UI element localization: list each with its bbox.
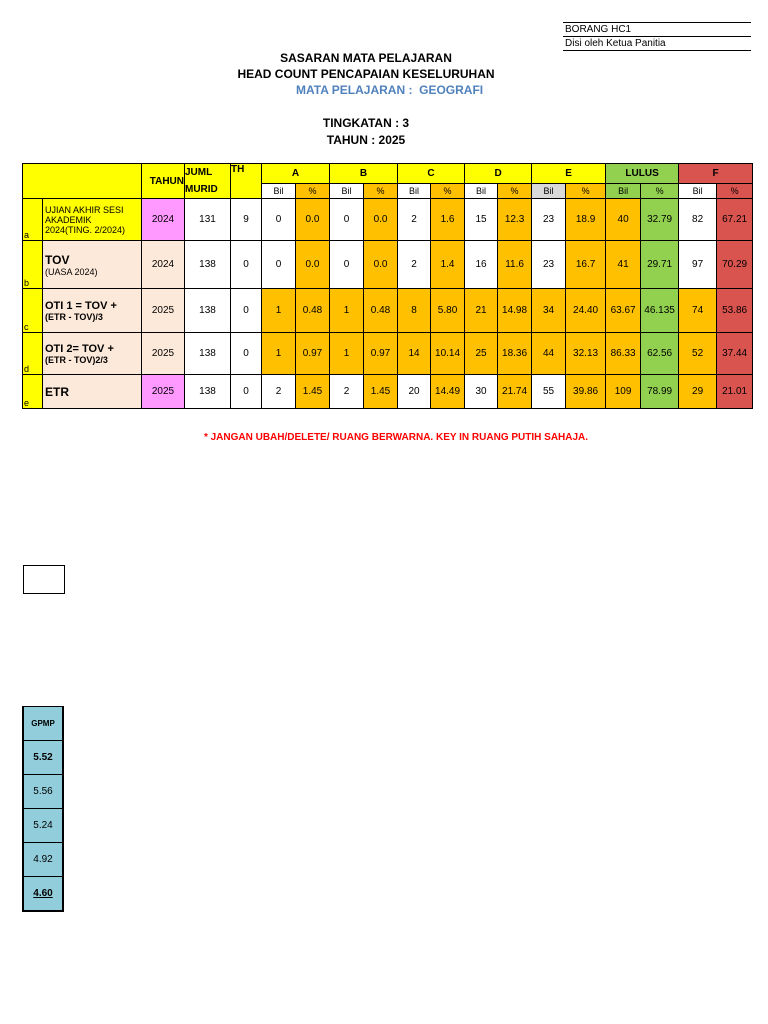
row-tahun: 2024 — [142, 199, 185, 241]
f-pct: 70.29 — [717, 241, 753, 289]
d-pct: 11.6 — [498, 241, 532, 289]
sub-pct: % — [641, 183, 679, 198]
e-pct: 39.86 — [566, 375, 606, 409]
e-bil[interactable]: 23 — [532, 199, 566, 241]
b-bil[interactable]: 0 — [330, 241, 364, 289]
gpmp-value: 4.92 — [23, 843, 63, 877]
a-pct: 0.0 — [296, 199, 330, 241]
table-row — [23, 199, 753, 241]
f-bil: 82 — [679, 199, 717, 241]
col-grade-a: A — [262, 164, 330, 184]
f-bil: 29 — [679, 375, 717, 409]
sub-bil: Bil — [398, 183, 431, 198]
c-bil: 14 — [398, 333, 431, 375]
form-code: BORANG HC1 — [563, 22, 751, 36]
lulus-bil: 40 — [606, 199, 641, 241]
tahun-label: TAHUN : 2025 — [326, 133, 406, 147]
sub-bil: Bil — [606, 183, 641, 198]
a-pct: 0.97 — [296, 333, 330, 375]
c-bil[interactable]: 2 — [398, 199, 431, 241]
e-pct: 18.9 — [566, 199, 606, 241]
gpmp-table — [22, 706, 64, 912]
f-pct: 37.44 — [717, 333, 753, 375]
col-grade-d: D — [465, 164, 532, 184]
row-th[interactable]: 0 — [231, 333, 262, 375]
lulus-pct: 29.71 — [641, 241, 679, 289]
e-pct: 32.13 — [566, 333, 606, 375]
d-bil: 21 — [465, 289, 498, 333]
form-code-box — [563, 22, 751, 51]
row-letter: a — [23, 199, 43, 241]
row-letter: c — [23, 289, 43, 333]
sub-bil: Bil — [532, 183, 566, 198]
b-bil[interactable]: 0 — [330, 199, 364, 241]
row-th[interactable]: 0 — [231, 241, 262, 289]
row-label-main: OTI 1 = TOV + — [45, 299, 117, 312]
row-letter: e — [23, 375, 43, 409]
f-bil: 97 — [679, 241, 717, 289]
row-label — [43, 289, 142, 333]
lulus-bil: 63.67 — [606, 289, 641, 333]
a-pct: 0.48 — [296, 289, 330, 333]
lulus-pct: 32.79 — [641, 199, 679, 241]
col-grade-e: E — [532, 164, 606, 184]
lulus-bil: 86.33 — [606, 333, 641, 375]
page-title: SASARAN MATA PELAJARAN — [280, 51, 452, 65]
a-bil: 1 — [262, 289, 296, 333]
c-pct: 10.14 — [431, 333, 465, 375]
c-bil[interactable]: 2 — [398, 241, 431, 289]
col-lulus: LULUS — [606, 164, 679, 184]
a-bil[interactable]: 2 — [262, 375, 296, 409]
row-label-sub: (ETR - TOV)2/3 — [45, 354, 108, 365]
sub-pct: % — [566, 183, 606, 198]
page-subtitle: HEAD COUNT PENCAPAIAN KESELURUHAN — [237, 67, 495, 81]
col-th: TH — [231, 164, 262, 199]
f-bil: 52 — [679, 333, 717, 375]
e-bil: 44 — [532, 333, 566, 375]
a-pct: 1.45 — [296, 375, 330, 409]
b-pct: 0.97 — [364, 333, 398, 375]
e-pct: 16.7 — [566, 241, 606, 289]
b-pct: 0.0 — [364, 199, 398, 241]
sub-pct: % — [717, 183, 753, 198]
d-bil[interactable]: 15 — [465, 199, 498, 241]
sub-bil: Bil — [679, 183, 717, 198]
row-murid: 138 — [185, 289, 231, 333]
sub-bil: Bil — [330, 183, 364, 198]
col-grade-c: C — [398, 164, 465, 184]
d-bil: 25 — [465, 333, 498, 375]
sub-pct: % — [431, 183, 465, 198]
row-tahun: 2025 — [142, 375, 185, 409]
sub-bil: Bil — [262, 183, 296, 198]
d-pct: 12.3 — [498, 199, 532, 241]
row-murid: 138 — [185, 333, 231, 375]
col-grade-b: B — [330, 164, 398, 184]
c-bil: 8 — [398, 289, 431, 333]
lulus-bil: 109 — [606, 375, 641, 409]
c-pct: 14.49 — [431, 375, 465, 409]
row-murid: 138 — [185, 241, 231, 289]
lulus-bil: 41 — [606, 241, 641, 289]
e-bil: 34 — [532, 289, 566, 333]
row-tahun: 2024 — [142, 241, 185, 289]
gpmp-header: GPMP — [23, 707, 63, 741]
col-juml-murid: JUML MURID — [185, 164, 231, 199]
a-pct: 0.0 — [296, 241, 330, 289]
d-bil[interactable]: 16 — [465, 241, 498, 289]
f-pct: 53.86 — [717, 289, 753, 333]
f-pct: 67.21 — [717, 199, 753, 241]
sub-pct: % — [498, 183, 532, 198]
d-pct: 14.98 — [498, 289, 532, 333]
warning-note: * JANGAN UBAH/DELETE/ RUANG BERWARNA. KEY IN RUANG PUTIH SAHAJA. — [203, 432, 589, 443]
b-bil: 1 — [330, 289, 364, 333]
b-pct: 1.45 — [364, 375, 398, 409]
table-row — [23, 333, 753, 375]
lulus-pct: 62.56 — [641, 333, 679, 375]
table-row — [23, 375, 753, 409]
d-pct: 21.74 — [498, 375, 532, 409]
f-bil: 74 — [679, 289, 717, 333]
row-tahun: 2025 — [142, 333, 185, 375]
row-murid: 131 — [185, 199, 231, 241]
table-row — [23, 289, 753, 333]
e-pct: 24.40 — [566, 289, 606, 333]
row-th[interactable]: 0 — [231, 289, 262, 333]
d-pct: 18.36 — [498, 333, 532, 375]
b-bil[interactable]: 2 — [330, 375, 364, 409]
table-row — [23, 241, 753, 289]
lulus-pct: 78.99 — [641, 375, 679, 409]
sub-bil: Bil — [465, 183, 498, 198]
b-pct: 0.48 — [364, 289, 398, 333]
a-bil[interactable]: 0 — [262, 241, 296, 289]
c-bil[interactable]: 20 — [398, 375, 431, 409]
sub-pct: % — [296, 183, 330, 198]
a-bil[interactable]: 0 — [262, 199, 296, 241]
a-bil: 1 — [262, 333, 296, 375]
subject-label: MATA PELAJARAN : GEOGRAFI — [296, 83, 484, 97]
row-label — [43, 241, 142, 289]
row-letter: d — [23, 333, 43, 375]
c-pct: 1.6 — [431, 199, 465, 241]
row-label-main: OTI 2= TOV + — [45, 342, 114, 355]
row-label-sub: (UASA 2024) — [45, 266, 98, 277]
row-label — [43, 333, 142, 375]
b-bil: 1 — [330, 333, 364, 375]
row-th[interactable]: 0 — [231, 375, 262, 409]
headcount-table — [22, 163, 753, 409]
row-murid: 138 — [185, 375, 231, 409]
f-pct: 21.01 — [717, 375, 753, 409]
d-bil[interactable]: 30 — [465, 375, 498, 409]
gpmp-value: 5.56 — [23, 775, 63, 809]
row-label: ETR — [43, 375, 142, 409]
b-pct: 0.0 — [364, 241, 398, 289]
c-pct: 5.80 — [431, 289, 465, 333]
form-note: Disi oleh Ketua Panitia — [563, 36, 751, 51]
row-label-main: TOV — [45, 252, 70, 267]
e-bil[interactable]: 23 — [532, 241, 566, 289]
col-tahun: TAHUN — [142, 164, 185, 199]
header-blank — [23, 164, 142, 199]
gpmp-value: 5.52 — [23, 741, 63, 775]
tingkatan-label: TINGKATAN : 3 — [322, 116, 410, 130]
row-label: UJIAN AKHIR SESI AKADEMIK 2024(TING. 2/2024) — [43, 199, 142, 241]
col-f: F — [679, 164, 753, 184]
row-letter: b — [23, 241, 43, 289]
gpmp-value: 4.60 — [23, 877, 63, 912]
row-tahun: 2025 — [142, 289, 185, 333]
e-bil[interactable]: 55 — [532, 375, 566, 409]
empty-cell-box[interactable] — [23, 565, 65, 594]
lulus-pct: 46.135 — [641, 289, 679, 333]
row-label-sub: (ETR - TOV)/3 — [45, 311, 103, 322]
c-pct: 1.4 — [431, 241, 465, 289]
sub-pct: % — [364, 183, 398, 198]
row-th[interactable]: 9 — [231, 199, 262, 241]
gpmp-value: 5.24 — [23, 809, 63, 843]
